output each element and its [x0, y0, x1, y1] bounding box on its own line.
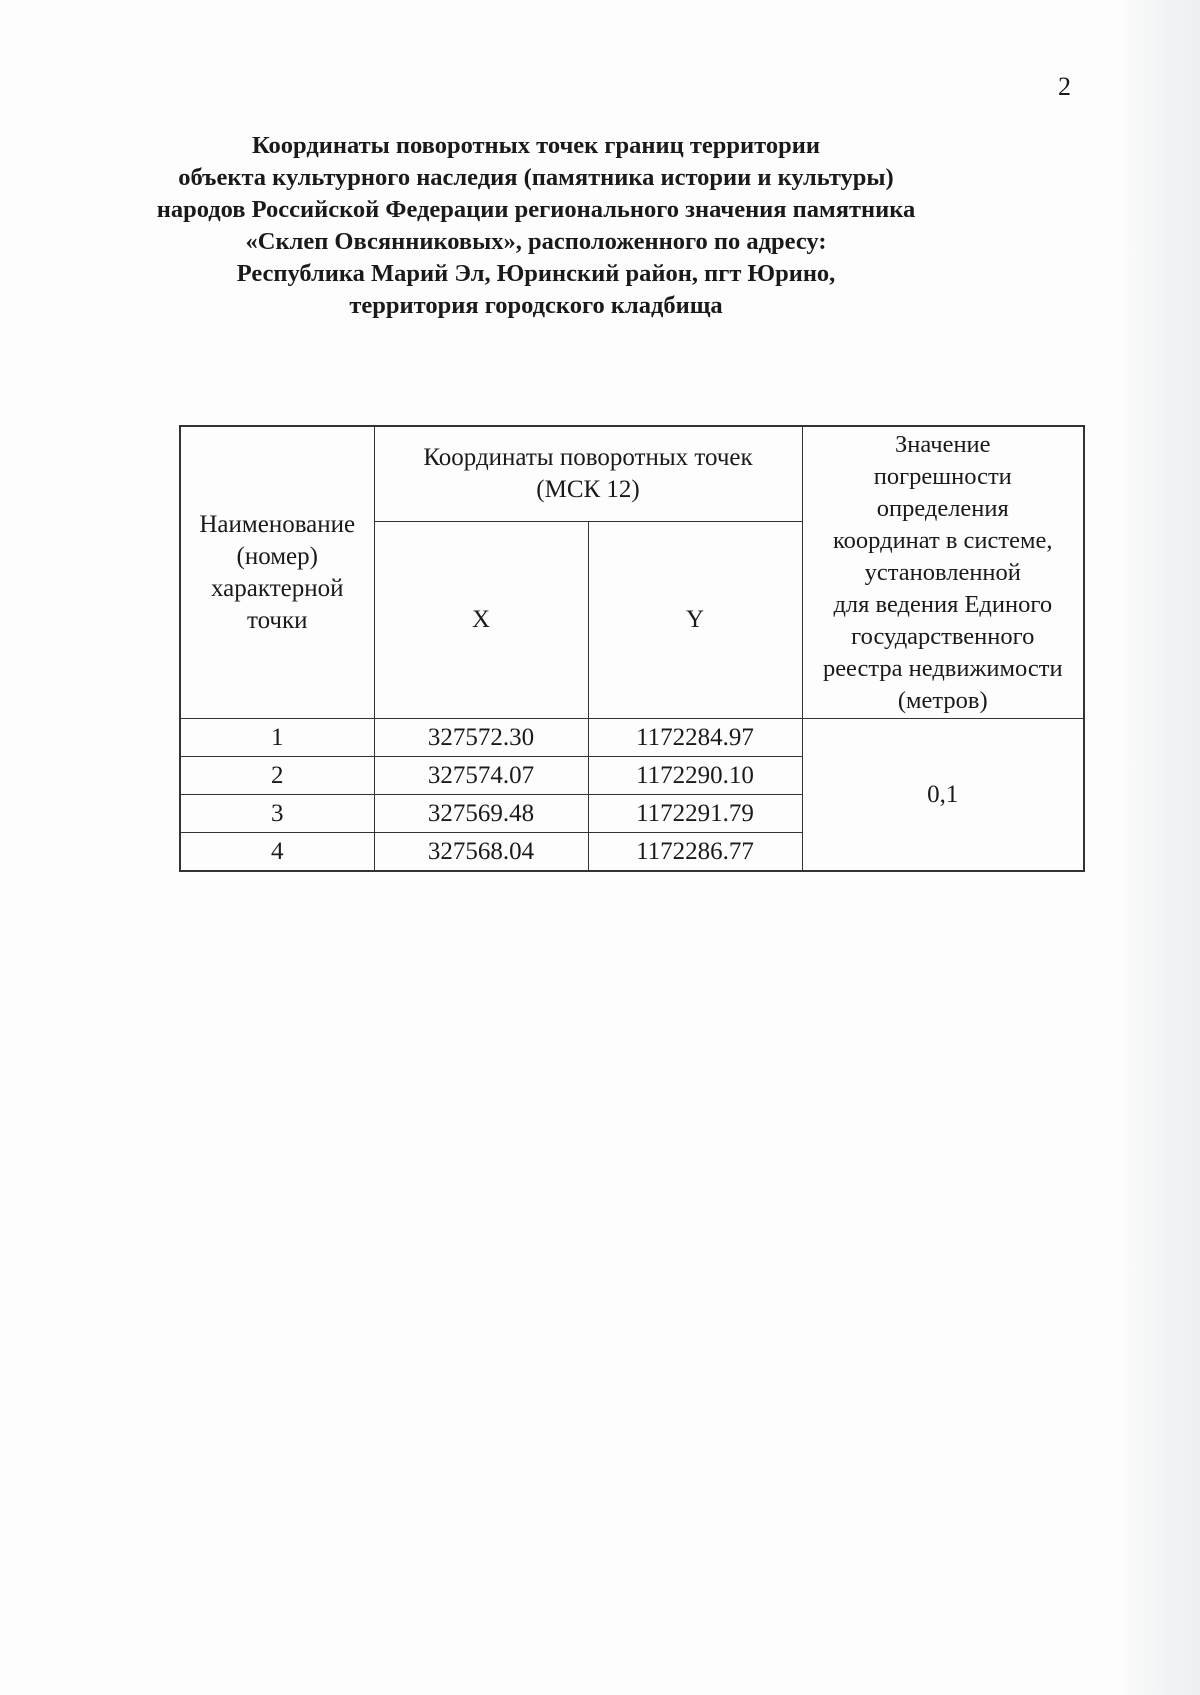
- title-line: объекта культурного наследия (памятника истории и культуры): [178, 164, 894, 191]
- header-y: Y: [588, 522, 802, 719]
- coordinates-table: [179, 425, 1085, 872]
- title-line: народов Российской Федерации регионального значения памятника: [156, 196, 916, 223]
- table-header-row: [180, 426, 1084, 522]
- scan-edge-shading: [1116, 0, 1200, 1695]
- title-line: Республика Марий Эл, Юринский район, пгт Юрино,: [236, 260, 836, 287]
- title-line: «Склеп Овсянниковых», расположенного по адресу:: [245, 228, 827, 255]
- cell-y: 1172284.97: [588, 719, 802, 757]
- header-point-name: Наименование (номер) характерной точки: [180, 426, 374, 719]
- title-line: территория городского кладбища: [349, 292, 723, 319]
- cell-point: 4: [180, 833, 374, 872]
- header-coordinates: Координаты поворотных точек (МСК 12): [374, 426, 802, 522]
- cell-error-value: 0,1: [802, 719, 1084, 872]
- cell-x: 327574.07: [374, 757, 588, 795]
- cell-x: 327568.04: [374, 833, 588, 872]
- title-line: Координаты поворотных точек границ территории: [252, 132, 820, 159]
- cell-y: 1172291.79: [588, 795, 802, 833]
- cell-point: 2: [180, 757, 374, 795]
- header-x: X: [374, 522, 588, 719]
- header-error-value: Значение погрешности определения координат в системе, установленной для ведения Единого государственного реестра недвижимости (метров): [802, 426, 1084, 719]
- cell-y: 1172290.10: [588, 757, 802, 795]
- cell-x: 327569.48: [374, 795, 588, 833]
- document-title: [130, 130, 942, 322]
- table-row: [180, 719, 1084, 757]
- cell-x: 327572.30: [374, 719, 588, 757]
- page-number: 2: [1058, 72, 1071, 101]
- cell-point: 3: [180, 795, 374, 833]
- cell-y: 1172286.77: [588, 833, 802, 872]
- cell-point: 1: [180, 719, 374, 757]
